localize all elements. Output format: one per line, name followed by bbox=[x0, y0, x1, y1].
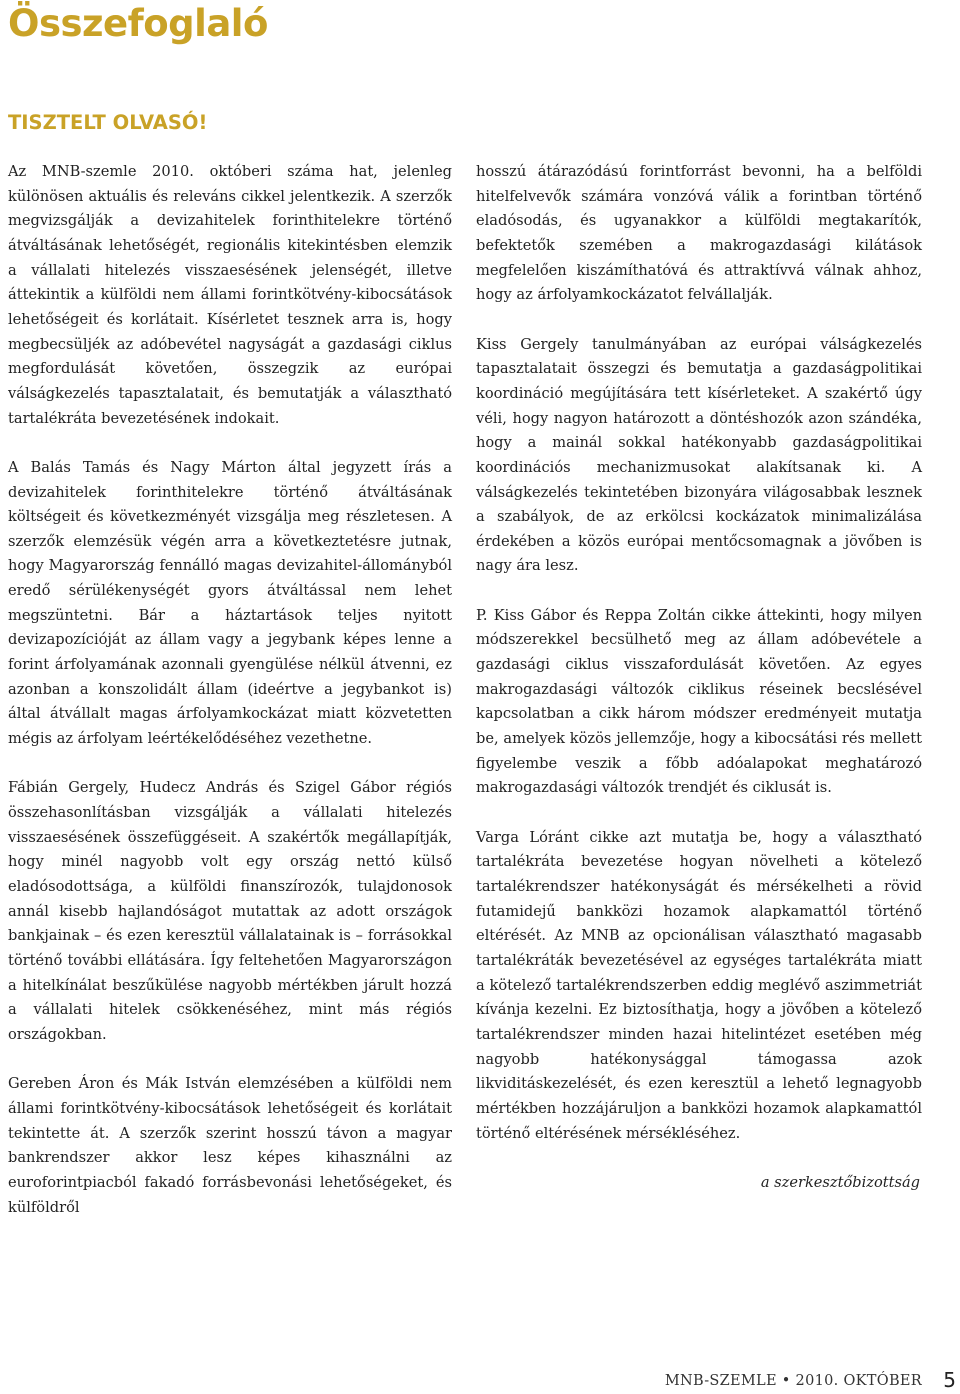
paragraph: Fábián Gergely, Hudecz András és Szigel Gábor régiós összehasonlításban vizsgálják a vállalati hitelezés visszaesésének összefüggéseit. A szakértők megállapítják, hogy minél nagyobb volt egy ország nettó külső eladósodottsága, a külföldi finanszírozók, tulajdonosok annál kisebb hajlandóságot mutattak az adott országok bankjainak – és ezen keresztül vállalatainak is – forrásokkal történő további ellátására. Így feltehetően Magyarországon a hitelkínálat beszűkülése nagyobb mértékben járult hozzá a vállalati hitelek csökkenéséhez, mint más régiós országokban. bbox=[8, 779, 452, 1043]
editorial-signature: a szerkesztőbizottság bbox=[760, 1173, 920, 1191]
paragraph: Gereben Áron és Mák István elemzésében a külföldi nem állami forintkötvény-kibocsátások lehetőségeit és korlátait tekintette át. A szerzők szerint hosszú távon a magyar bankrendszer akkor lesz képes kihasználni az euroforintpiacból fakadó forrásbevonási lehetőségeket, és külföldről bbox=[8, 1075, 452, 1216]
salutation-heading: TISZTELT OLVASÓ! bbox=[8, 111, 208, 134]
page-title: Összefoglaló bbox=[8, 2, 268, 45]
paragraph: hosszú átárazódású forintforrást bevonni, ha a belföldi hitelfelvevők számára vonzóvá válik a forintban történő eladósodás, és ugyanakkor a külföldi megtakarítók, befektetők szemében a makrogazdasági kilátások megfelelően kiszámíthatóvá és attraktívvá válnak ahhoz, hogy az árfolyamkockázatot felvállalják. bbox=[476, 163, 922, 304]
paragraph: Kiss Gergely tanulmányában az európai válságkezelés tapasztalatait összegzi és bemutatja a gazdaságpolitikai koordináció megújítására tett kísérleteket. A szakértő úgy véli, hogy nagyon határozott a döntéshozók azon szándéka, hogy a mainál sokkal hatékonyabb gazdaságpolitikai koordinációs mechanizmusokat alakítsanak ki. A válságkezelés tekintetében bizonyára világosabbak lesznek a szabályok, de az erkölcsi kockázatok minimalizálása érdekében a közös európai mentőcsomagnak a jövőben is nagy ára lesz. bbox=[476, 335, 922, 575]
left-column bbox=[8, 160, 452, 1245]
page-footer bbox=[0, 1368, 960, 1393]
right-column bbox=[476, 160, 922, 1220]
running-title: MNB-SZEMLE • 2010. OKTÓBER bbox=[664, 1373, 922, 1389]
paragraph: Az MNB-szemle 2010. októberi száma hat, jelenleg különösen aktuális és releváns cikkel jelentkezik. A szerzők megvizsgálják a devizahitelek forinthitelekre történő átváltásának lehetőségét, regionális kitekintésben elemzik a vállalati hitelezés visszaesésének jelenségét, illetve áttekintik a külföldi nem állami forintkötvény-kibocsátások lehetőségeit és korlátait. Kísérletet tesznek arra is, hogy megbecsüljék az adóbevétel nagyságát a gazdasági ciklus megfordulását követően, összegzik az európai válságkezelés tapasztalatait, és bemutatják a választható tartalékráta bevezetésének indokait. bbox=[8, 163, 452, 427]
paragraph: P. Kiss Gábor és Reppa Zoltán cikke áttekinti, hogy milyen módszerekkel becsülhető meg az állam adóbevétele a gazdasági ciklus visszafordulását követően. Az egyes makrogazdasági változók ciklikus réseinek becslésével kapcsolatban a cikk három módszer eredményeit mutatja be, amelyek közös jellemzője, hogy a kibocsátási rés mellett figyelembe veszik a főbb adóalapokat meghatározó makrogazdasági változók trendjét és ciklusát is. bbox=[476, 606, 922, 797]
paragraph: A Balás Tamás és Nagy Márton által jegyzett írás a devizahitelek forinthitelekre történő átváltásának költségeit és következményét vizsgálja meg részletesen. A szerzők elemzésük végén arra a következtetésre jutnak, hogy Magyarország fennálló magas devizahitel-állományból eredő sérülékenységét gyors átváltással nem lehet megszüntetni. Bár a háztartások teljes nyitott devizapozícióját az állam vagy a jegybank képes lenne a forint árfolyamának azonnali gyengülése nélkül átvenni, ez azonban a konszolidált állam (ideértve a jegybankot is) által átvállalt magas árfolyamkockázat miatt közvetetten mégis az árfolyam leértékelődéséhez vezethetne. bbox=[8, 458, 452, 748]
paragraph: Varga Lóránt cikke azt mutatja be, hogy a választható tartalékráta bevezetése hogyan növelheti a kötelező tartalékrendszer hatékonyságát és mérsékelheti a rövid futamidejű bankközi hozamok alapkamattól történő eltérését. Az MNB az opcionálisan választható magasabb tartalékráták bevezetésével az egységes tartalékráta miatt a kötelező tartalékrendszerben eddig meglévő aszimmetriát kívánja kezelni. Ez biztosíthatja, hogy a jövőben a kötelező tartalékrendszer minden hazai hitelintézet esetében még nagyobb hatékonysággal támogassa azok likviditáskezelését, és ezen keresztül a lehető legnagyobb mértékben hozzájáruljon a bankközi hozamok alapkamattól történő eltérésének mérsékléséhez. bbox=[476, 828, 922, 1142]
page-number: 5 bbox=[943, 1368, 956, 1392]
